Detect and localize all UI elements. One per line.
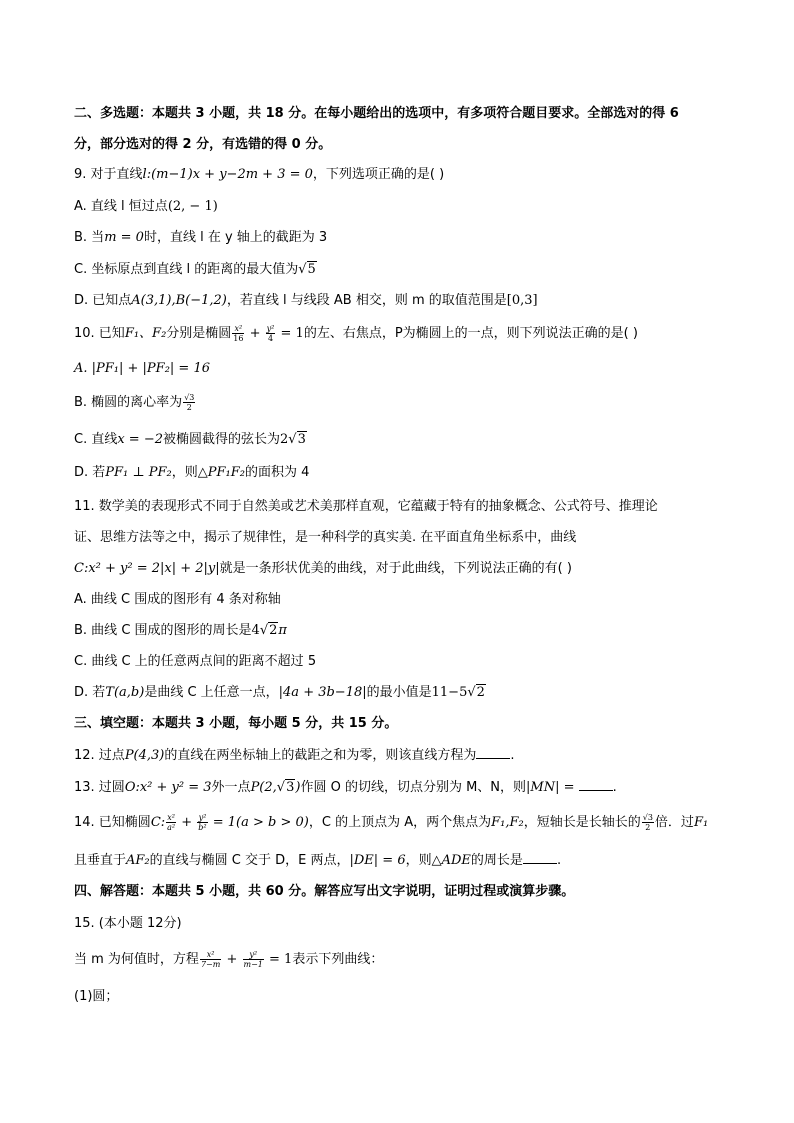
q11-option-c: C. 曲线 C 上的任意两点间的距离不超过 5 (74, 654, 317, 669)
q14-l2-mid: 的直线与椭圆 C 交于 D，E 两点， (149, 853, 350, 868)
frac-num: x² (200, 950, 221, 960)
q11-suffix: 就是一条形状优美的曲线，对于此曲线，下列说法正确的有( ) (219, 561, 572, 576)
q10-c-radicand: 3 (297, 432, 306, 447)
q10-d-mid: ，则 (171, 465, 198, 480)
frac-den: 7−m (200, 960, 221, 969)
section-3-heading: 三、填空题：本题共 3 小题，每小题 5 分，共 15 分。 (74, 716, 398, 731)
q9-b-rest: 时，直线 l 在 y 轴上的截距为 3 (143, 230, 328, 245)
q10-d-text: D. 若 (74, 465, 106, 480)
question-10-stem (74, 324, 754, 344)
answer-blank (523, 851, 557, 864)
q14-prefix: 14. 已知椭圆 (74, 815, 151, 830)
q11-b-pi: π (278, 623, 287, 638)
q12-period: . (510, 748, 515, 763)
q12-prefix: 12. 过点 (74, 748, 125, 763)
q14-foci: F₁,F₂ (491, 815, 524, 830)
section-2-heading-line-1: 二、多选题：本题共 3 小题，共 18 分。在每小题给出的选项中，有多项符合题目要求。全部选对的得 6 (74, 106, 679, 121)
frac-den: 2 (186, 403, 192, 412)
section-2-heading-line-2: 分，部分选对的得 2 分，有选错的得 0 分。 (74, 137, 332, 152)
question-9-stem (74, 165, 754, 185)
question-14-line-2 (74, 851, 754, 871)
section-4-heading: 四、解答题：本题共 5 小题，共 60 分。解答应写出文字说明，证明过程或演算步骤。 (74, 884, 575, 899)
q11-b-radicand: 2 (269, 623, 278, 638)
q11-d-mid2: 的最小值是 (366, 685, 432, 700)
q10-d-cond: PF₁ ⊥ PF₂ (105, 465, 172, 480)
q11-d-radicand: 2 (476, 685, 485, 700)
q10-c-eq: x = −2 (117, 432, 163, 447)
q10-d-triangle: △PF₁F₂ (197, 465, 245, 480)
frac-num: √3 (184, 393, 195, 402)
q13-circle-eq: O:x² + y² = 3 (124, 780, 212, 795)
question-15-heading: 15. (本小题 12分) (74, 916, 182, 931)
q9-option-a (74, 197, 754, 217)
q10-d-rest: 的面积为 4 (244, 465, 310, 480)
plus-sign: + (177, 815, 197, 830)
q14-c: C: (150, 815, 166, 830)
q9-c-radicand: 5 (307, 262, 316, 277)
q9-d-range: [0,3] (506, 293, 538, 308)
q13-point-post: ) (295, 780, 301, 795)
q13-period: . (612, 780, 617, 795)
q14-mid: ，C 的上顶点为 A，两个焦点为 (308, 815, 492, 830)
q9-c-text: C. 坐标原点到直线 l 的距离的最大值为 (74, 262, 299, 277)
q13-radicand: 3 (286, 780, 295, 795)
frac-den: m−1 (243, 960, 263, 969)
q10-b-text: B. 椭圆的离心率为 (74, 395, 183, 410)
plus-sign: + (245, 326, 265, 341)
question-15-stem (74, 950, 754, 970)
q11-b-val: 4 (251, 623, 260, 638)
q9-d-mid: ，若直线 l 与线段 AB 相交，则 m 的取值范围是 (226, 293, 507, 308)
q13-prefix: 13. 过圆 (74, 780, 125, 795)
equals-one: = 1 (276, 326, 304, 341)
q9-b-text: B. 当 (74, 230, 105, 245)
q13-mn: |MN| = (526, 780, 579, 795)
q10-prefix: 10. 已知 (74, 326, 125, 341)
q14-l2-post: 的周长是 (470, 853, 523, 868)
frac-num: y² (198, 813, 207, 822)
q14-af2: AF₂ (126, 853, 150, 868)
q11-d-expr: |4a + 3b−18| (278, 685, 367, 700)
q10-mid: 分别是椭圆 (166, 326, 232, 341)
q14-ratio-frac (642, 813, 654, 832)
q9-b-eq: m = 0 (104, 230, 144, 245)
frac-den: a² (167, 823, 176, 832)
q10-c-mid: 被椭圆截得的弦长为 (163, 432, 281, 447)
q12-point: P(4,3) (124, 748, 165, 763)
q14-l2-mid2: ，则 (405, 853, 432, 868)
q10-option-a (74, 359, 754, 379)
answer-blank (579, 778, 613, 791)
frac-den: 4 (267, 334, 274, 343)
q9-a-point: (2, − 1) (167, 199, 218, 214)
frac-num: y² (243, 950, 264, 960)
q15-item-1: (1)圆； (74, 989, 119, 1004)
q9-option-c (74, 260, 754, 280)
q11-b-text: B. 曲线 C 围成的图形的周长是 (74, 623, 252, 638)
q11-d-val: 11−5 (431, 685, 468, 700)
q11-d-text: D. 若 (74, 685, 106, 700)
question-13 (74, 778, 754, 798)
q10-c-val: 2 (280, 432, 289, 447)
frac-num: y² (266, 324, 275, 333)
q14-period: . (556, 853, 562, 868)
q14-frac-y (197, 813, 207, 832)
sqrt-symbol: √2 (259, 623, 278, 638)
q14-frac-x (166, 813, 176, 832)
question-11-line-2: 证、思维方法等之中，揭示了规律性，是一种科学的真实美. 在平面直角坐标系中，曲线 (74, 530, 577, 545)
q15-prefix: 当 m 为何值时，方程 (74, 952, 199, 967)
sqrt-symbol: √5 (298, 262, 316, 277)
q15-frac-x (200, 950, 221, 969)
q14-mid2: ，短轴长是长轴长的 (523, 815, 641, 830)
q9-a-text: A. 直线 l 恒过点 (74, 199, 168, 214)
q11-curve-eq: C:x² + y² = 2|x| + 2|y| (74, 561, 220, 576)
q14-f1: F₁ (693, 815, 709, 830)
q10-option-b (74, 393, 754, 413)
q13-point-pre: P(2, (250, 780, 277, 795)
plus-sign: + (222, 952, 242, 967)
q13-mid2: 作圆 O 的切线，切点分别为 M、N，则 (300, 780, 527, 795)
q15-frac-y (243, 950, 264, 969)
q13-mid: 外一点 (211, 780, 251, 795)
q10-b-frac (183, 393, 195, 412)
q12-text: 的直线在两坐标轴上的截距之和为零，则该直线方程为 (164, 748, 477, 763)
sqrt-symbol: √3 (276, 780, 295, 795)
question-12 (74, 746, 754, 766)
q14-eq: = 1(a > b > 0) (208, 815, 309, 830)
frac-den: 2 (645, 823, 651, 832)
q15-suffix: 表示下列曲线： (292, 952, 384, 967)
question-11-line-1: 11. 数学美的表现形式不同于自然美或艺术美那样直观，它蕴藏于特有的抽象概念、公式符号、推理论 (74, 499, 658, 514)
equals-one: = 1 (264, 952, 293, 967)
q11-option-a: A. 曲线 C 围成的图形有 4 条对称轴 (74, 592, 281, 607)
question-11-line-3 (74, 559, 754, 579)
q11-d-mid: 是曲线 C 上任意一点， (144, 685, 279, 700)
q9-option-b (74, 228, 754, 248)
question-14-line-1 (74, 813, 754, 833)
q9-suffix: ，下列选项正确的是( ) (312, 167, 445, 182)
q9-d-points: A(3,1),B(−1,2) (131, 293, 227, 308)
sqrt-symbol: √3 (288, 432, 306, 447)
q10-foci: F₁、F₂ (124, 326, 167, 341)
q9-option-d (74, 291, 754, 311)
q14-post: 倍．过 (654, 815, 694, 830)
sqrt-symbol: √2 (467, 685, 485, 700)
q10-frac-y (266, 324, 276, 343)
q11-option-b (74, 621, 754, 641)
frac-num: x² (232, 324, 244, 334)
frac-den: b² (198, 823, 207, 832)
q9-prefix: 9. 对于直线 (74, 167, 143, 182)
q10-option-c (74, 430, 754, 450)
q11-d-point: T(a,b) (105, 685, 145, 700)
q10-c-text: C. 直线 (74, 432, 118, 447)
q9-line-equation: l:(m−1)x + y−2m + 3 = 0 (142, 167, 313, 182)
q14-triangle: △ADE (431, 853, 471, 868)
frac-num: √3 (642, 813, 653, 822)
q11-option-d (74, 683, 754, 703)
answer-blank (476, 746, 510, 759)
q14-de: |DE| = 6 (349, 853, 406, 868)
q14-l2-pre: 且垂直于 (74, 853, 127, 868)
q10-a-text: A. |PF₁| + |PF₂| = 16 (74, 361, 210, 376)
frac-den: 16 (233, 334, 244, 343)
q9-d-text: D. 已知点 (74, 293, 132, 308)
frac-num: x² (167, 813, 175, 822)
q10-frac-x (232, 324, 244, 343)
q10-option-d (74, 463, 754, 483)
q10-suffix: 的左、右焦点，P为椭圆上的一点，则下列说法正确的是( ) (303, 326, 638, 341)
